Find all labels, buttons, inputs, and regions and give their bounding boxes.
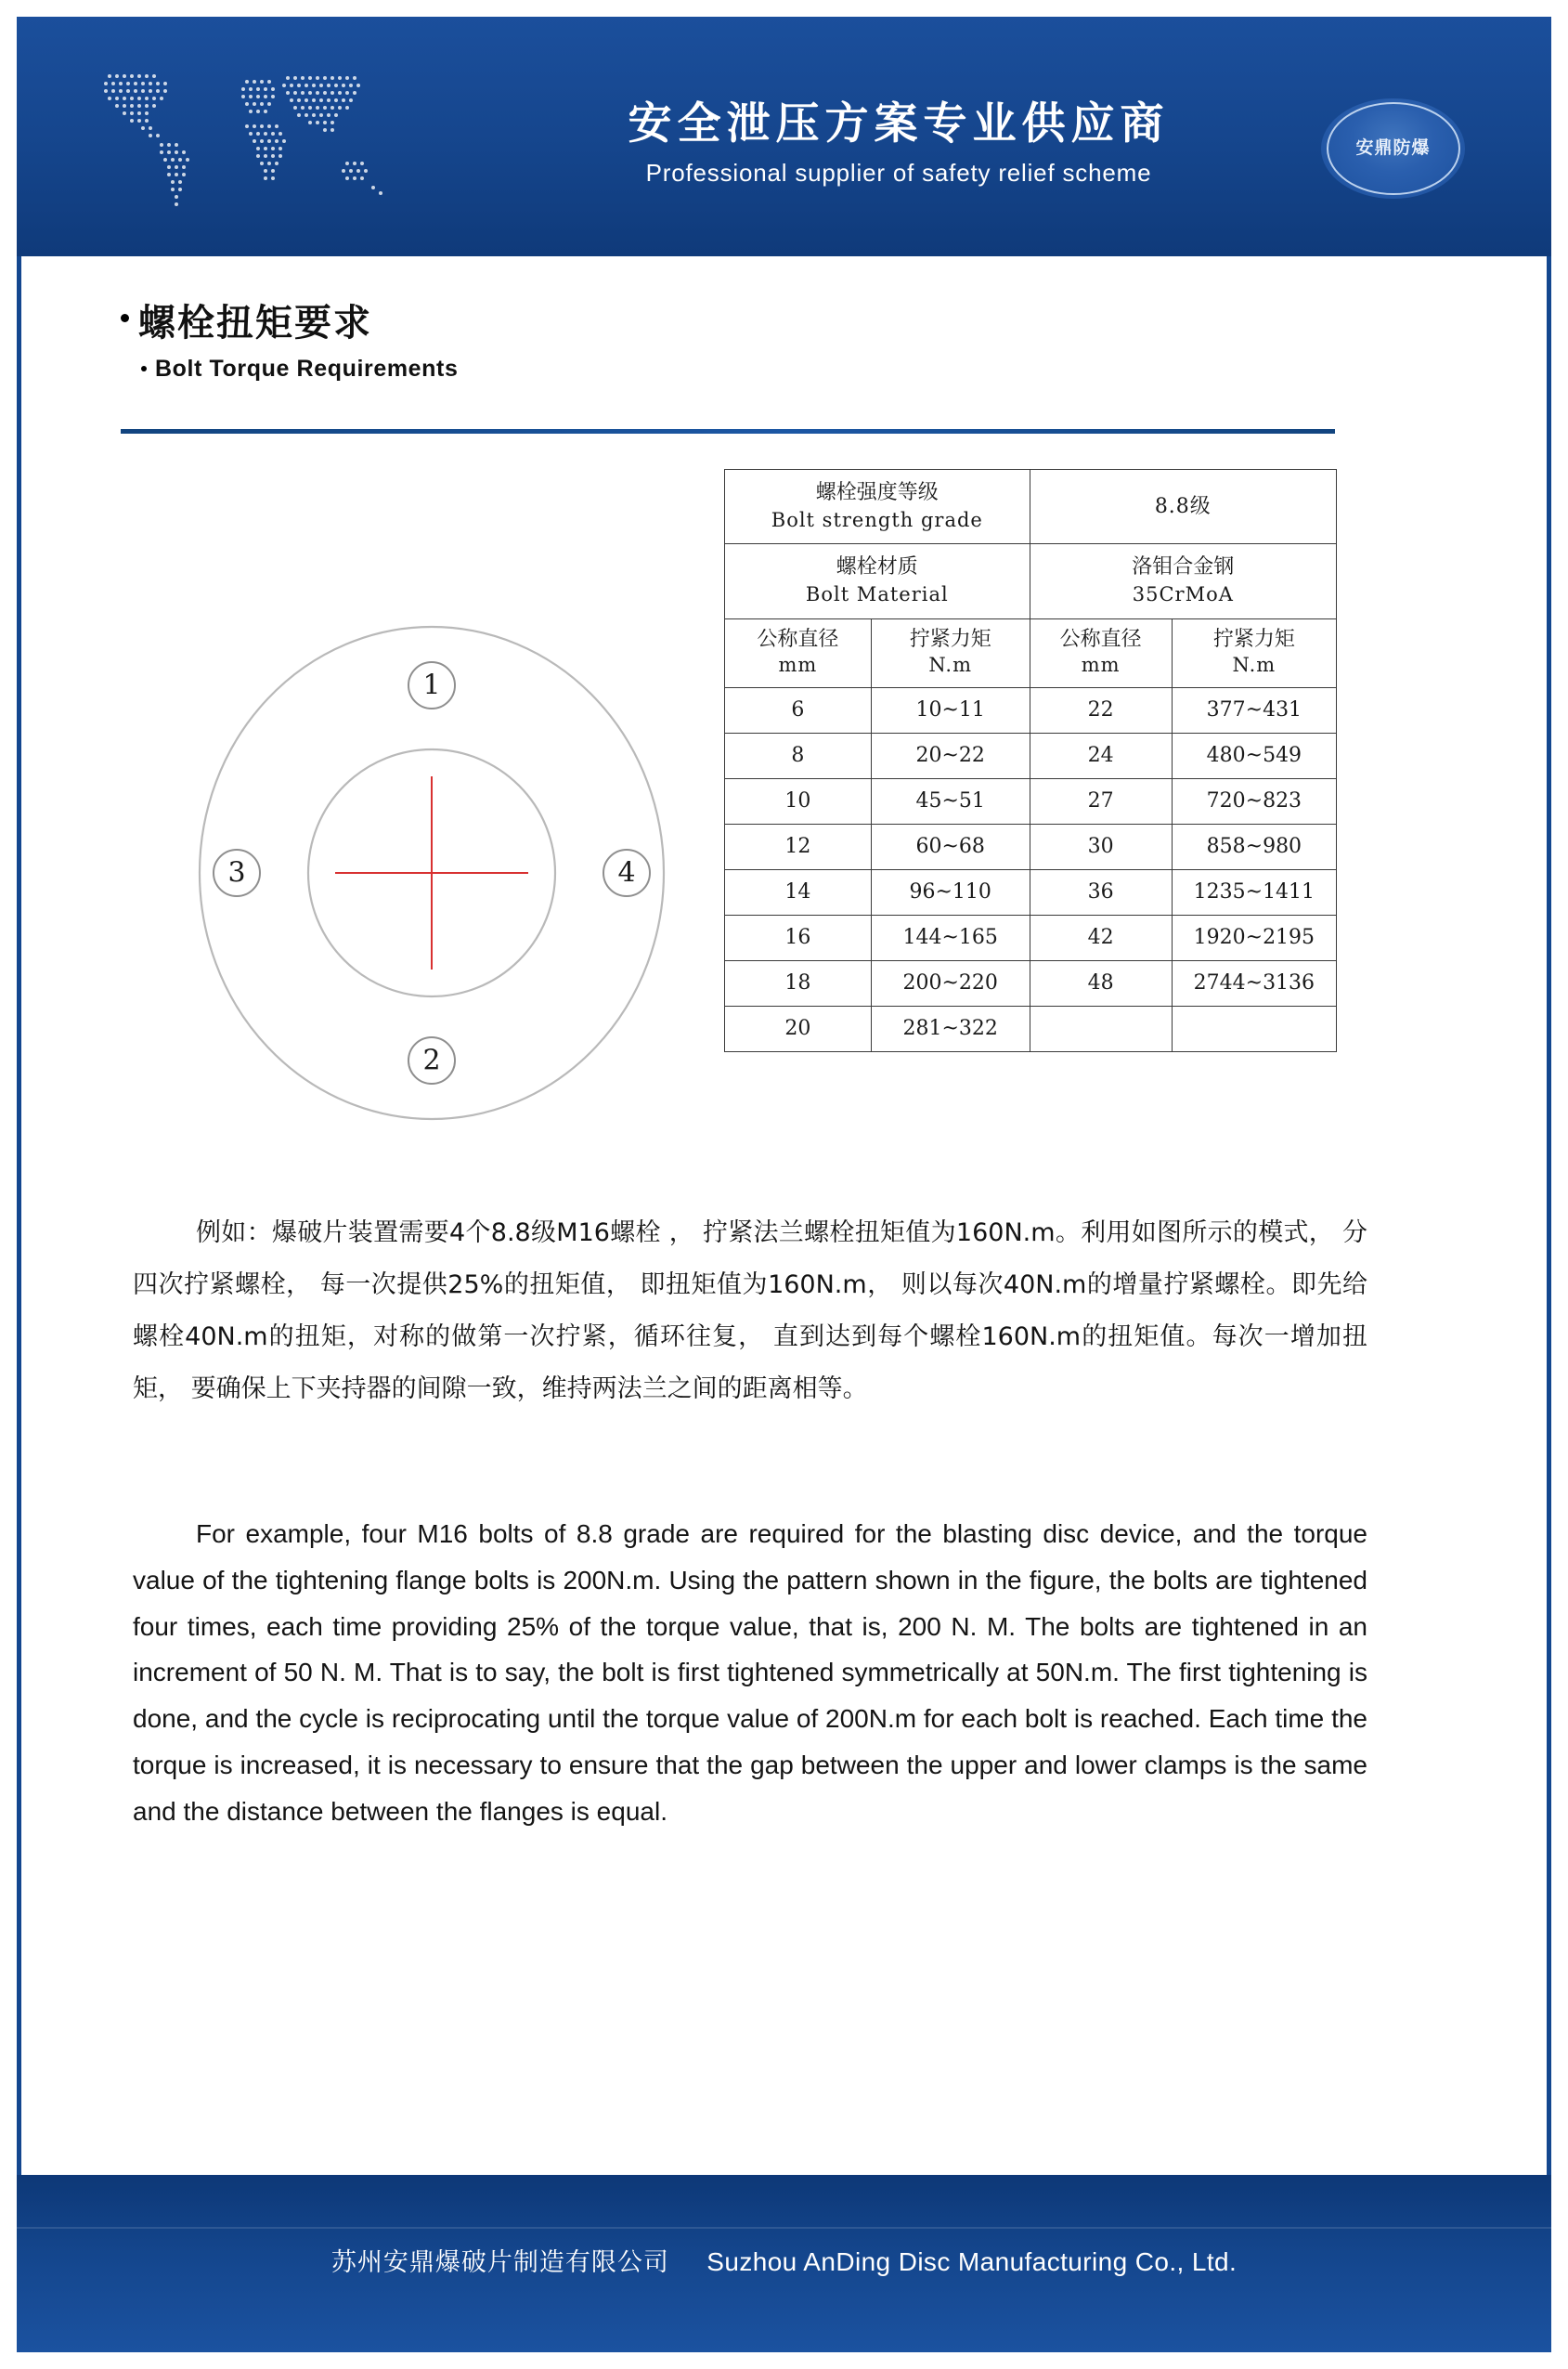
header-title-cn: 安全泄压方案专业供应商	[628, 98, 1170, 150]
table-row	[725, 960, 1337, 1006]
bullet-icon	[121, 314, 129, 322]
page-header	[17, 17, 1551, 256]
table-body	[725, 470, 1337, 1052]
cell-diameter-2: 30	[1030, 824, 1172, 869]
cell-torque-1: 96~110	[871, 869, 1030, 915]
bolt-label-3: 3	[227, 856, 246, 890]
grade-label-en: Bolt strength grade	[771, 508, 983, 531]
cell-diameter-1: 18	[725, 960, 872, 1006]
cell-torque-1: 45~51	[871, 778, 1030, 824]
header-diameter-2-unit: mm	[1081, 654, 1121, 677]
table-row	[725, 824, 1337, 869]
cell-material-value	[1030, 544, 1336, 618]
flange-bolt-pattern-diagram	[162, 594, 738, 1152]
material-value-cn: 洛钼合金钢	[1132, 555, 1235, 579]
cell-torque-2: 1920~2195	[1172, 915, 1336, 960]
footer-company-cn: 苏州安鼎爆破片制造有限公司	[330, 2248, 669, 2277]
body-paragraph-en: For example, four M16 bolts of 8.8 grade are required for the blasting disc device, and the torque value of the tightening flange bolts is 200N.m. Using the pattern shown in the figure, the bolts are tightened four times, each time providing 25% of the torque value, that is, 200 N. M. The bolts are tightened in an increment of 50 N. M. That is to say, the bolt is first tightened symmetrically at 50N.m. The first tightening is done, and the cycle is reciprocating until the torque value of 200N.m for each bolt is reached. Each time the torque is increased, it is necessary to ensure that the gap between the upper and lower clamps is the same and the distance between the flanges is equal.	[133, 1519, 1367, 1826]
cell-torque-2: 858~980	[1172, 824, 1336, 869]
bolt-label-4: 4	[617, 856, 636, 890]
section-title-en-row	[141, 356, 1328, 383]
table-row	[725, 778, 1337, 824]
cell-torque-1: 20~22	[871, 733, 1030, 778]
header-torque-2	[1172, 618, 1336, 687]
cell-diameter-1: 8	[725, 733, 872, 778]
section-title	[121, 302, 1328, 383]
table-row	[725, 1006, 1337, 1051]
header-diameter-1-unit: mm	[778, 654, 818, 677]
cell-diameter-1: 20	[725, 1006, 872, 1051]
cell-torque-2: 720~823	[1172, 778, 1336, 824]
header-diameter-2	[1030, 618, 1172, 687]
header-torque-1-cn: 拧紧力矩	[909, 627, 991, 651]
page-footer	[17, 2175, 1551, 2352]
bolt-label-1: 1	[422, 669, 441, 702]
section-title-cn-row	[121, 302, 1328, 345]
cell-diameter-2: 24	[1030, 733, 1172, 778]
cell-diameter-1: 16	[725, 915, 872, 960]
cell-torque-2: 377~431	[1172, 687, 1336, 733]
header-torque-1-unit: N.m	[928, 654, 972, 677]
table-row-strength-grade	[725, 470, 1337, 544]
cell-diameter-1: 14	[725, 869, 872, 915]
bolt-label-2: 2	[422, 1044, 441, 1077]
table-row	[725, 687, 1337, 733]
table-row-material	[725, 544, 1337, 618]
page-border-right	[1547, 17, 1551, 2352]
cell-diameter-1: 10	[725, 778, 872, 824]
grade-label-cn: 螺栓强度等级	[815, 481, 939, 504]
cell-torque-2	[1172, 1006, 1336, 1051]
header-torque-1	[871, 618, 1030, 687]
footer-company-block	[17, 2242, 1551, 2278]
body-paragraph-cn: 例如：爆破片装置需要4个8.8级M16螺栓 ， 拧紧法兰螺栓扭矩值为160N.m。利用如图所示的模式， 分四次拧紧螺栓， 每一次提供25%的扭矩值， 即扭矩值为160N.m， 则以每次40N.m的增量拧紧螺栓。即先给螺栓40N.m的扭矩，对称的做第一次拧紧，循环往复， 直到达到每个螺栓160N.m的扭矩值。每次一增加扭矩， 要确保上下夹持器的间隙一致，维持两法兰之间的距离相等。	[133, 1218, 1367, 1404]
cell-diameter-2	[1030, 1006, 1172, 1051]
header-torque-2-cn: 拧紧力矩	[1212, 627, 1295, 651]
cell-torque-1: 10~11	[871, 687, 1030, 733]
bolt-torque-table	[724, 469, 1337, 1052]
cell-grade-value: 8.8级	[1030, 470, 1336, 544]
cell-torque-1: 144~165	[871, 915, 1030, 960]
material-label-en: Bolt Material	[805, 583, 949, 606]
cell-diameter-2: 22	[1030, 687, 1172, 733]
section-title-en: Bolt Torque Requirements	[155, 356, 459, 382]
material-label-cn: 螺栓材质	[836, 555, 918, 579]
header-diameter-2-cn: 公称直径	[1059, 627, 1142, 651]
cell-torque-1: 200~220	[871, 960, 1030, 1006]
table-row	[725, 915, 1337, 960]
header-torque-2-unit: N.m	[1232, 654, 1276, 677]
cell-torque-2: 1235~1411	[1172, 869, 1336, 915]
table-row-column-headers	[725, 618, 1337, 687]
table-row	[725, 733, 1337, 778]
company-logo	[1321, 98, 1465, 199]
title-divider	[121, 429, 1335, 434]
cell-diameter-1: 12	[725, 824, 872, 869]
cell-diameter-2: 48	[1030, 960, 1172, 1006]
world-map-graphic	[72, 41, 462, 236]
cell-grade-label	[725, 470, 1030, 544]
header-diameter-1	[725, 618, 872, 687]
footer-company-en: Suzhou AnDing Disc Manufacturing Co., Ltd.	[706, 2247, 1238, 2276]
bullet-small-icon	[141, 366, 147, 371]
material-value-code: 35CrMoA	[1132, 583, 1234, 606]
header-title-block	[518, 98, 1279, 188]
cell-diameter-1: 6	[725, 687, 872, 733]
header-title-en: Professional supplier of safety relief scheme	[645, 159, 1152, 188]
table-row	[725, 869, 1337, 915]
cell-torque-1: 281~322	[871, 1006, 1030, 1051]
cell-diameter-2: 27	[1030, 778, 1172, 824]
cell-material-label	[725, 544, 1030, 618]
cell-diameter-2: 36	[1030, 869, 1172, 915]
footer-highlight-line	[17, 2227, 1551, 2229]
header-diameter-1-cn: 公称直径	[757, 627, 839, 651]
section-title-cn: 螺栓扭矩要求	[138, 302, 372, 345]
cell-diameter-2: 42	[1030, 915, 1172, 960]
company-logo-text: 安鼎防爆	[1327, 102, 1460, 195]
cell-torque-2: 2744~3136	[1172, 960, 1336, 1006]
cell-torque-1: 60~68	[871, 824, 1030, 869]
page-border-left	[17, 17, 21, 2352]
cell-torque-2: 480~549	[1172, 733, 1336, 778]
